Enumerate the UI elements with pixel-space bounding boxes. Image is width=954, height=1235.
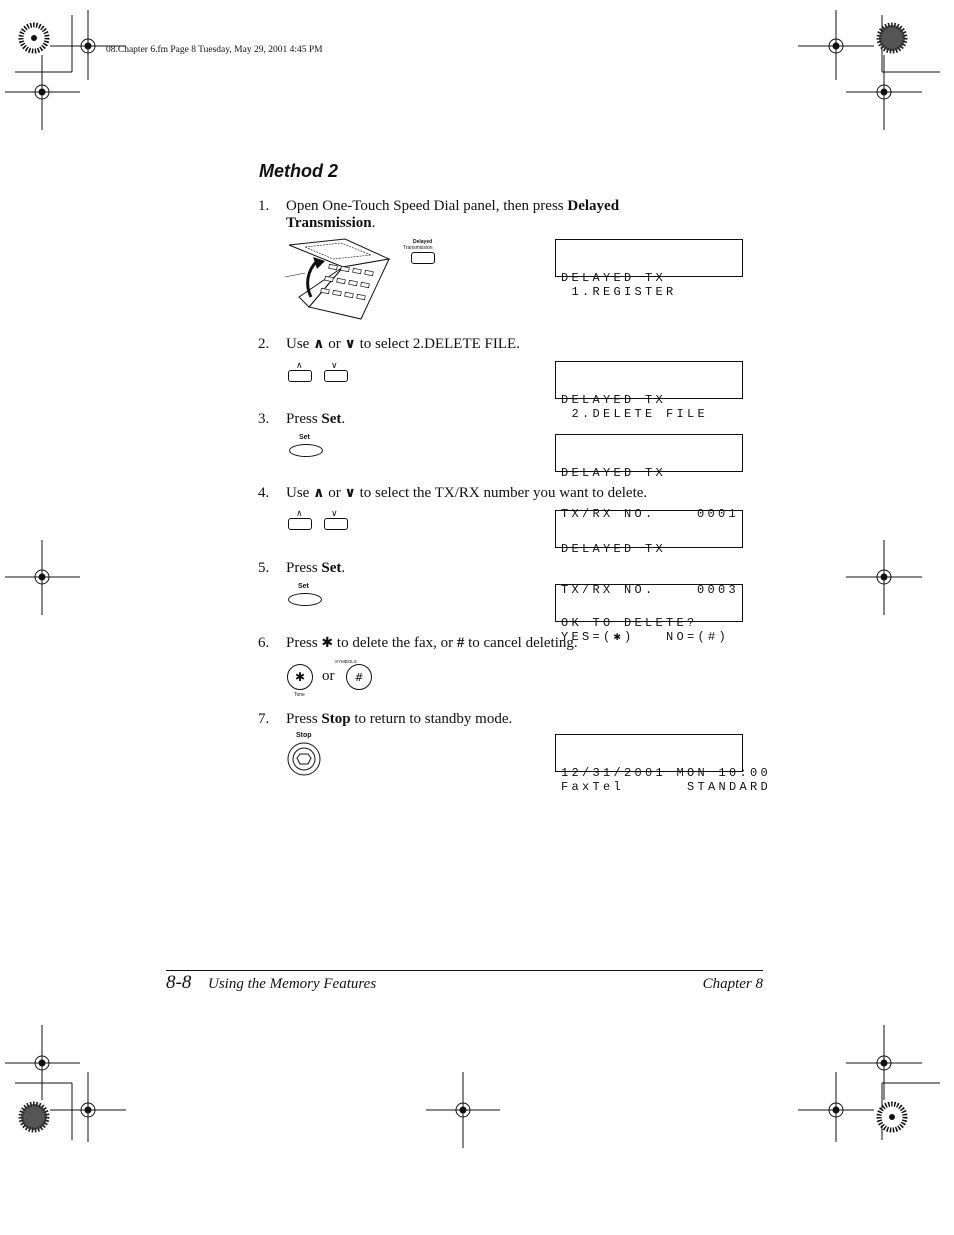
footer-title: Using the Memory Features <box>208 976 377 992</box>
down-arrow-icon: ∨ <box>344 336 356 352</box>
down-arrow-button[interactable] <box>324 518 348 530</box>
star-tone-button[interactable] <box>287 664 313 690</box>
lcd-display-step-2: DELAYED TX 2.DELETE FILE <box>555 361 743 399</box>
step-3-text: Press Set. <box>286 411 346 427</box>
lcd-display-step-3: DELAYED TX TX/RX NO. 0001 <box>555 434 743 472</box>
footer-chapter: Chapter 8 <box>702 976 763 992</box>
section-title: Method 2 <box>259 161 338 181</box>
step-4-number: 4. <box>258 485 270 501</box>
up-arrow-button[interactable] <box>288 518 312 530</box>
up-arrow-icon: ∧ <box>296 360 303 370</box>
step-2-number: 2. <box>258 336 270 352</box>
step-3-number: 3. <box>258 411 270 427</box>
lcd-display-step-5: OK TO DELETE? YES=(✱) NO=(#) <box>555 584 743 622</box>
step-7-number: 7. <box>258 711 270 727</box>
step-5-number: 5. <box>258 560 270 576</box>
up-arrow-icon: ∧ <box>296 508 303 518</box>
or-text: or <box>322 668 335 684</box>
set-button-label: Set <box>298 583 309 590</box>
set-button[interactable] <box>289 444 323 457</box>
up-arrow-icon: ∧ <box>313 336 325 352</box>
lcd-display-step-1: DELAYED TX 1.REGISTER <box>555 239 743 277</box>
footer-rule <box>166 970 763 971</box>
down-arrow-icon: ∨ <box>331 508 338 518</box>
step-7-text: Press Stop to return to standby mode. <box>286 711 513 727</box>
symbols-label: SYMBOLS <box>335 659 357 664</box>
step-6-text: Press ✱ to delete the fax, or # to cancel deleting. <box>286 635 578 651</box>
up-arrow-button[interactable] <box>288 370 312 382</box>
footer-page-number: 8-8 <box>166 972 192 993</box>
hash-symbols-button[interactable] <box>346 664 372 690</box>
down-arrow-icon: ∨ <box>331 360 338 370</box>
step-4-text: Use ∧ or ∨ to select the TX/RX number you want to delete. <box>286 485 648 501</box>
lcd-display-step-7: 12/31/2001 MON 10:00 FaxTel STANDARD <box>555 734 743 772</box>
delayed-tx-button-label: Delayed <box>413 239 433 245</box>
step-1-text: Open One-Touch Speed Dial panel, then press Delayed Transmission. <box>286 198 620 231</box>
set-button-label: Set <box>299 434 310 441</box>
step-1-number: 1. <box>258 198 270 214</box>
speed-dial-panel-illustration <box>285 237 395 321</box>
tone-label: Tone <box>294 692 305 698</box>
down-arrow-button[interactable] <box>324 370 348 382</box>
hash-icon: # <box>354 670 364 684</box>
step-2-text: Use ∧ or ∨ to select 2.DELETE FILE. <box>286 336 520 352</box>
step-6-number: 6. <box>258 635 270 651</box>
stop-button[interactable] <box>287 742 323 778</box>
star-icon: ✱ <box>321 635 334 651</box>
lcd-display-step-4: DELAYED TX TX/RX NO. 0003 <box>555 510 743 548</box>
file-header-note: 08.Chapter 6.fm Page 8 Tuesday, May 29, 2001 4:45 PM <box>106 45 323 55</box>
down-arrow-icon: ∨ <box>344 485 356 501</box>
step-5-text: Press Set. <box>286 560 346 576</box>
delayed-transmission-button[interactable] <box>411 252 435 264</box>
stop-button-label: Stop <box>296 732 312 739</box>
set-button[interactable] <box>288 593 322 606</box>
star-icon: ✱ <box>294 670 306 684</box>
up-arrow-icon: ∧ <box>313 485 325 501</box>
delayed-tx-button-sublabel: Transmission <box>403 245 433 251</box>
